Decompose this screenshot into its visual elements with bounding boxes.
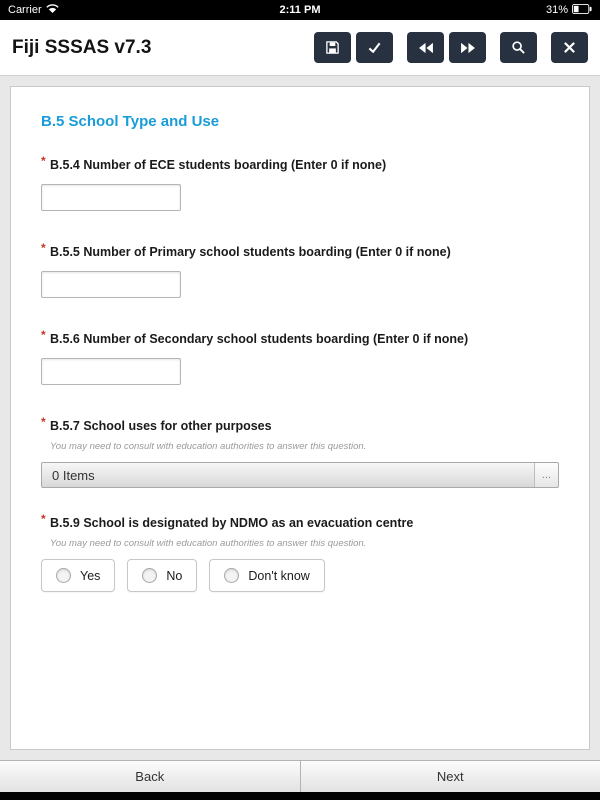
radio-circle[interactable] bbox=[142, 568, 157, 583]
radio-option-dont-know[interactable] bbox=[209, 559, 324, 592]
required-asterisk: * bbox=[41, 415, 46, 429]
hint-text: You may need to consult with education authorities to answer this question. bbox=[50, 538, 367, 549]
close-icon bbox=[563, 41, 576, 54]
form-card bbox=[10, 86, 590, 750]
validate-button[interactable] bbox=[356, 32, 393, 63]
radio-label: Yes bbox=[80, 568, 101, 583]
fast-forward-icon bbox=[460, 42, 476, 54]
question-b59 bbox=[41, 514, 559, 592]
carrier-label: Carrier bbox=[8, 4, 42, 16]
radio-label: No bbox=[166, 568, 183, 583]
other-purposes-multiselect[interactable] bbox=[41, 462, 559, 488]
radio-circle[interactable] bbox=[224, 568, 239, 583]
battery-percent-label: 31% bbox=[545, 4, 568, 16]
back-button[interactable]: Back bbox=[0, 761, 300, 792]
question-b56 bbox=[41, 330, 559, 409]
page-title: Fiji SSSAS v7.3 bbox=[12, 36, 152, 58]
multiselect-more-button[interactable]: ... bbox=[534, 463, 558, 487]
question-label: B.5.7 School uses for other purposes bbox=[50, 419, 272, 433]
question-b55 bbox=[41, 243, 559, 322]
footer-nav bbox=[0, 760, 600, 792]
checkmark-icon bbox=[367, 40, 382, 55]
question-label: B.5.5 Number of Primary school students boarding (Enter 0 if none) bbox=[50, 245, 451, 259]
section-title: B.5 School Type and Use bbox=[41, 113, 220, 130]
next-button[interactable]: Next bbox=[300, 761, 600, 792]
question-label: B.5.4 Number of ECE students boarding (Enter 0 if none) bbox=[50, 158, 387, 172]
app-header bbox=[0, 20, 600, 76]
required-asterisk: * bbox=[41, 512, 46, 526]
bottom-bar bbox=[0, 792, 600, 800]
question-b57 bbox=[41, 417, 559, 488]
page-body bbox=[0, 76, 600, 760]
search-icon bbox=[511, 40, 526, 55]
close-button[interactable] bbox=[551, 32, 588, 63]
radio-circle[interactable] bbox=[56, 568, 71, 583]
rewind-icon bbox=[418, 42, 434, 54]
save-button[interactable] bbox=[314, 32, 351, 63]
ece-boarding-input[interactable] bbox=[41, 184, 181, 211]
evacuation-centre-radio-group bbox=[41, 559, 559, 592]
floppy-disk-icon bbox=[325, 40, 340, 55]
battery-icon bbox=[572, 4, 592, 17]
radio-option-yes[interactable] bbox=[41, 559, 115, 592]
radio-label: Don't know bbox=[248, 568, 310, 583]
primary-boarding-input[interactable] bbox=[41, 271, 181, 298]
rewind-button[interactable] bbox=[407, 32, 444, 63]
clock-label: 2:11 PM bbox=[279, 4, 321, 16]
search-button[interactable] bbox=[500, 32, 537, 63]
toolbar bbox=[309, 32, 588, 63]
question-b54 bbox=[41, 156, 559, 235]
fast-forward-button[interactable] bbox=[449, 32, 486, 63]
wifi-icon bbox=[46, 3, 59, 17]
required-asterisk: * bbox=[41, 154, 46, 168]
secondary-boarding-input[interactable] bbox=[41, 358, 181, 385]
question-label: B.5.6 Number of Secondary school students boarding (Enter 0 if none) bbox=[50, 332, 469, 346]
radio-option-no[interactable] bbox=[127, 559, 197, 592]
question-label: B.5.9 School is designated by NDMO as an evacuation centre bbox=[50, 516, 414, 530]
status-bar bbox=[0, 0, 600, 20]
required-asterisk: * bbox=[41, 328, 46, 342]
required-asterisk: * bbox=[41, 241, 46, 255]
items-count-label: 0 Items bbox=[52, 467, 95, 483]
hint-text: You may need to consult with education authorities to answer this question. bbox=[50, 441, 367, 452]
